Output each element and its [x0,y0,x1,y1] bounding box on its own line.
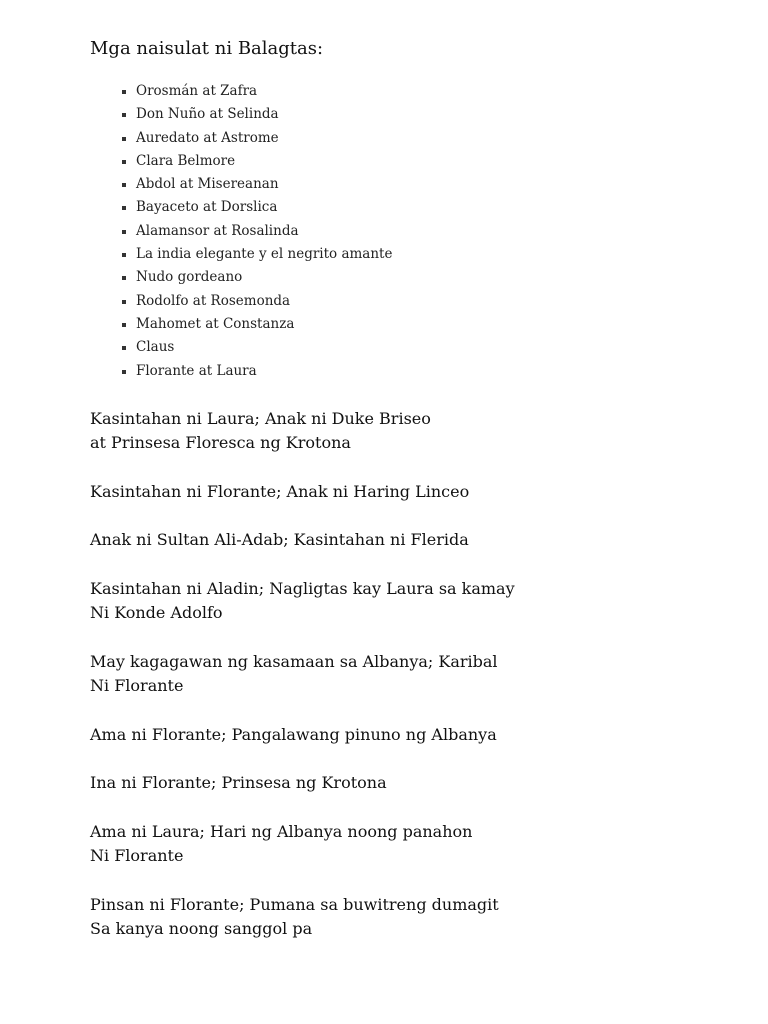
works-heading: Mga naisulat ni Balagtas: [90,38,324,59]
description-paragraph [90,528,690,553]
list-item: Abdol at Misereanan [122,173,690,196]
list-item: Clara Belmore [122,150,690,173]
description-paragraph [90,577,690,626]
description-line: Pinsan ni Florante; Pumana sa buwitreng dumagit [90,894,499,914]
list-item: Orosmán at Zafra [122,80,690,103]
list-item: Don Nuño at Selinda [122,103,690,126]
description-paragraph [90,723,690,748]
description-line: May kagagawan ng kasamaan sa Albanya; Karibal [90,651,498,671]
description-line: Ni Florante [90,846,184,866]
list-item: Claus [122,336,690,359]
list-item: Rodolfo at Rosemonda [122,290,690,313]
description-paragraph [90,820,690,869]
description-line: Kasintahan ni Florante; Anak ni Haring Linceo [90,481,470,501]
list-item: Auredato at Astrome [122,127,690,150]
description-paragraph [90,650,690,699]
description-line: Anak ni Sultan Ali-Adab; Kasintahan ni Flerida [90,530,469,550]
description-line: Sa kanya noong sanggol pa [90,919,313,939]
document-page [90,36,690,966]
description-line: Kasintahan ni Aladin; Nagligtas kay Laura sa kamay [90,578,515,598]
description-line: Ni Konde Adolfo [90,603,223,623]
description-paragraph [90,480,690,505]
description-line: Ama ni Florante; Pangalawang pinuno ng Albanya [90,724,497,744]
description-line: at Prinsesa Floresca ng Krotona [90,433,351,453]
description-paragraph [90,407,690,456]
description-line: Ama ni Laura; Hari ng Albanya noong panahon [90,821,473,841]
description-line: Kasintahan ni Laura; Anak ni Duke Briseo [90,408,431,428]
description-paragraph [90,893,690,942]
list-item: Mahomet at Constanza [122,313,690,336]
list-item: Alamansor at Rosalinda [122,220,690,243]
list-item: La india elegante y el negrito amante [122,243,690,266]
description-line: Ina ni Florante; Prinsesa ng Krotona [90,773,387,793]
list-item: Bayaceto at Dorslica [122,196,690,219]
list-item: Florante at Laura [122,360,690,383]
list-item: Nudo gordeano [122,266,690,289]
description-line: Ni Florante [90,676,184,696]
works-list [90,80,690,383]
description-paragraph [90,771,690,796]
character-descriptions [90,407,690,942]
